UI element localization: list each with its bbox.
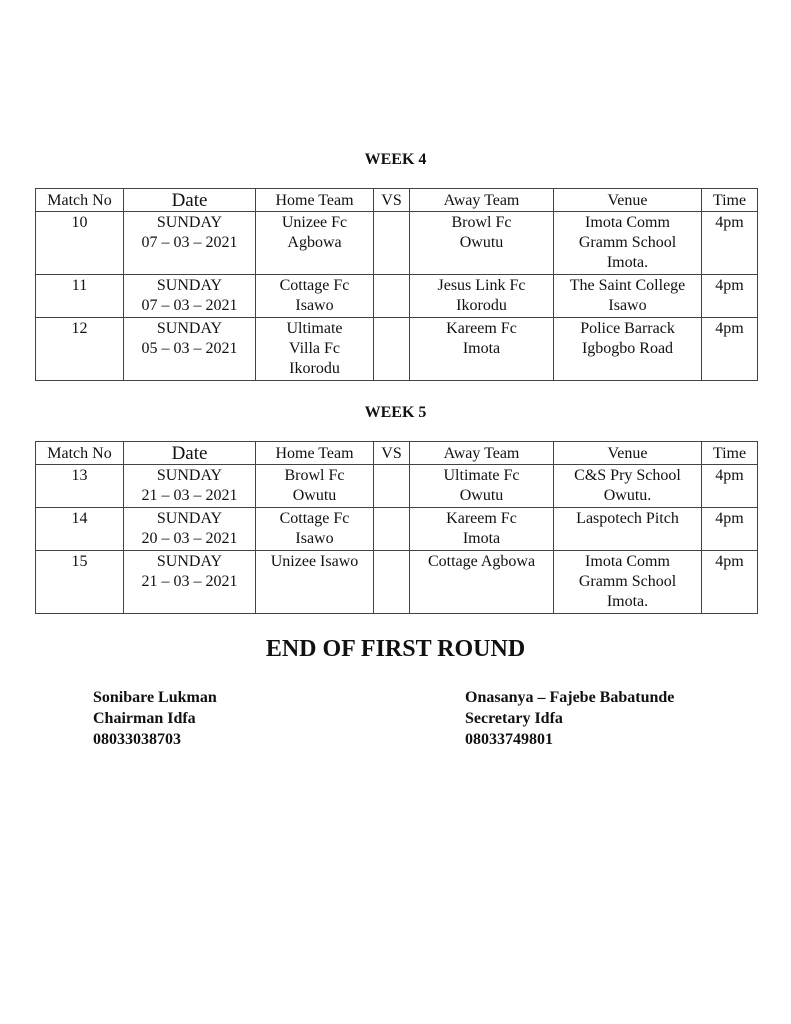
col-header-home-team: Home Team: [256, 442, 374, 465]
away-team-cell: [410, 465, 554, 508]
match-no-cell: 10: [36, 212, 124, 275]
home-team-cell: [256, 551, 374, 614]
away-team-cell: [410, 551, 554, 614]
venue-cell: [554, 212, 702, 275]
col-header-match-no: Match No: [36, 442, 124, 465]
table-header-row: [36, 189, 758, 212]
away-team-line: Owutu: [459, 234, 504, 251]
time-cell: 4pm: [702, 275, 758, 318]
home-team-line: Cottage Fc: [279, 510, 350, 527]
time-cell: 4pm: [702, 212, 758, 275]
away-team-line: Imota: [462, 340, 501, 357]
date-value: 21 – 03 – 2021: [141, 487, 238, 504]
away-team-line: Ikorodu: [456, 297, 507, 314]
date-cell: [124, 275, 256, 318]
vs-cell: [374, 275, 410, 318]
date-day: SUNDAY: [156, 467, 223, 484]
venue-line: C&S Pry School: [574, 467, 681, 484]
home-team-line: Owutu: [292, 487, 337, 504]
away-team-line: Cottage Agbowa: [427, 553, 536, 570]
vs-cell: [374, 551, 410, 614]
table-row: [36, 465, 758, 508]
signatory-name: Sonibare Lukman: [93, 689, 217, 706]
date-value: 20 – 03 – 2021: [141, 530, 238, 547]
home-team-line: Unizee Isawo: [270, 553, 359, 570]
venue-line: Gramm School: [578, 234, 677, 251]
col-header-date: Date: [124, 442, 256, 465]
date-cell: [124, 508, 256, 551]
date-day: SUNDAY: [156, 320, 223, 337]
venue-cell: [554, 465, 702, 508]
home-team-line: Cottage Fc: [279, 277, 350, 294]
venue-cell: [554, 275, 702, 318]
time-cell: 4pm: [702, 465, 758, 508]
venue-line: Isawo: [608, 297, 647, 314]
table-row: [36, 275, 758, 318]
home-team-cell: [256, 212, 374, 275]
col-header-vs: VS: [374, 442, 410, 465]
col-header-match-no: Match No: [36, 189, 124, 212]
away-team-line: Imota: [462, 530, 501, 547]
date-cell: [124, 551, 256, 614]
time-cell: 4pm: [702, 551, 758, 614]
date-value: 07 – 03 – 2021: [141, 297, 238, 314]
home-team-line: Ultimate: [286, 320, 343, 337]
date-day: SUNDAY: [156, 277, 223, 294]
end-of-round-heading: END OF FIRST ROUND: [265, 636, 526, 662]
date-value: 21 – 03 – 2021: [141, 573, 238, 590]
home-team-line: Isawo: [295, 530, 334, 547]
away-team-cell: [410, 275, 554, 318]
col-header-time: Time: [702, 189, 758, 212]
home-team-line: Isawo: [295, 297, 334, 314]
date-value: 07 – 03 – 2021: [141, 234, 238, 251]
venue-line: The Saint College: [569, 277, 686, 294]
col-header-vs: VS: [374, 189, 410, 212]
away-team-line: Owutu: [459, 487, 504, 504]
home-team-line: Ikorodu: [289, 360, 340, 377]
venue-line: Igbogbo Road: [581, 340, 674, 357]
away-team-cell: [410, 508, 554, 551]
venue-cell: [554, 318, 702, 381]
home-team-line: Unizee Fc: [281, 214, 348, 231]
home-team-line: Browl Fc: [284, 467, 345, 484]
table-row: [36, 318, 758, 381]
table-row: [36, 508, 758, 551]
table-row: [36, 212, 758, 275]
signatory-chairman: [93, 687, 217, 750]
signatory-phone: 08033749801: [465, 731, 553, 748]
home-team-line: Villa Fc: [288, 340, 341, 357]
match-no-cell: 13: [36, 465, 124, 508]
signatory-role: Secretary Idfa: [465, 710, 563, 727]
venue-cell: [554, 551, 702, 614]
col-header-away-team: Away Team: [410, 189, 554, 212]
venue-line: Police Barrack: [580, 320, 675, 337]
match-no-cell: 11: [36, 275, 124, 318]
col-header-home-team: Home Team: [256, 189, 374, 212]
away-team-cell: [410, 212, 554, 275]
venue-line: Imota Comm: [585, 553, 670, 570]
signatory-role: Chairman Idfa: [93, 710, 196, 727]
time-cell: 4pm: [702, 508, 758, 551]
vs-cell: [374, 465, 410, 508]
venue-line: Gramm School: [578, 573, 677, 590]
venue-line: Imota.: [606, 593, 649, 610]
date-cell: [124, 318, 256, 381]
col-header-date: Date: [124, 189, 256, 212]
home-team-line: Agbowa: [287, 234, 342, 251]
home-team-cell: [256, 318, 374, 381]
match-no-cell: 14: [36, 508, 124, 551]
vs-cell: [374, 318, 410, 381]
away-team-cell: [410, 318, 554, 381]
col-header-time: Time: [702, 442, 758, 465]
signatory-name: Onasanya – Fajebe Babatunde: [465, 689, 675, 706]
table-row: [36, 551, 758, 614]
date-day: SUNDAY: [156, 214, 223, 231]
away-team-line: Browl Fc: [451, 214, 512, 231]
venue-cell: [554, 508, 702, 551]
week-5-title: WEEK 5: [364, 404, 427, 421]
table-header-row: [36, 442, 758, 465]
venue-line: Imota.: [606, 254, 649, 271]
vs-cell: [374, 212, 410, 275]
date-day: SUNDAY: [156, 553, 223, 570]
week-4-table: [35, 188, 758, 381]
home-team-cell: [256, 465, 374, 508]
away-team-line: Kareem Fc: [446, 510, 517, 527]
home-team-cell: [256, 275, 374, 318]
venue-line: Laspotech Pitch: [576, 510, 679, 527]
home-team-cell: [256, 508, 374, 551]
away-team-line: Jesus Link Fc: [437, 277, 526, 294]
away-team-line: Kareem Fc: [446, 320, 517, 337]
week-5-table: [35, 441, 758, 614]
col-header-venue: Venue: [554, 442, 702, 465]
col-header-venue: Venue: [554, 189, 702, 212]
venue-line: Owutu.: [603, 487, 652, 504]
week-4-title: WEEK 4: [364, 151, 427, 168]
col-header-away-team: Away Team: [410, 442, 554, 465]
signatory-phone: 08033038703: [93, 731, 181, 748]
vs-cell: [374, 508, 410, 551]
date-day: SUNDAY: [156, 510, 223, 527]
match-no-cell: 12: [36, 318, 124, 381]
match-no-cell: 15: [36, 551, 124, 614]
venue-line: Imota Comm: [585, 214, 670, 231]
date-value: 05 – 03 – 2021: [141, 340, 238, 357]
away-team-line: Ultimate Fc: [443, 467, 520, 484]
date-cell: [124, 465, 256, 508]
signatory-secretary: [465, 687, 674, 750]
date-cell: [124, 212, 256, 275]
time-cell: 4pm: [702, 318, 758, 381]
